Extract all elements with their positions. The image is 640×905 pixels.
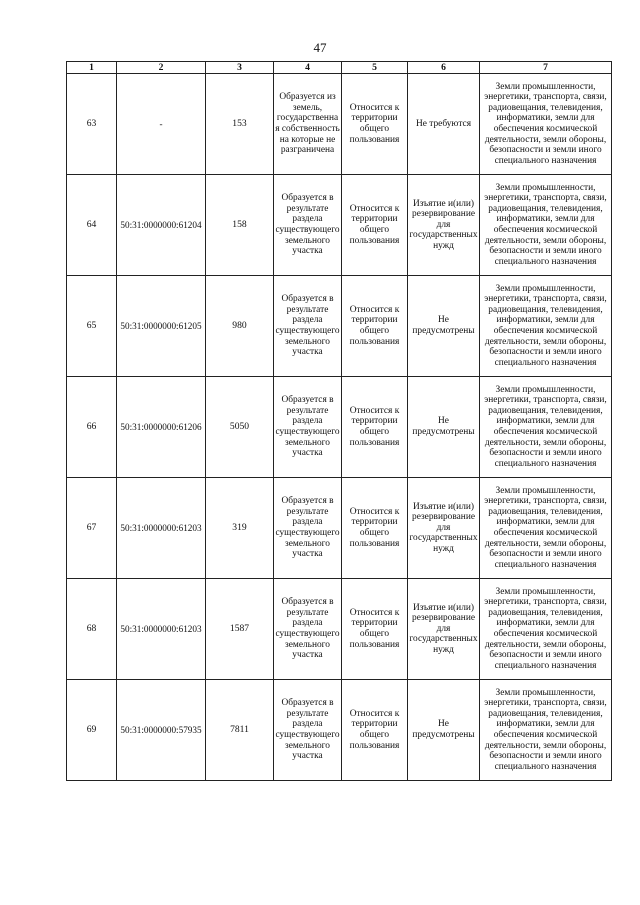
territory-relation: Относится к территории общего пользования [342, 680, 408, 781]
land-category: Земли промышленности, энергетики, транспорта, связи, радиовещания, телевидения, информатики, земли для обеспечения космической деятельности, земли обороны, безопасности и земли иного специального назначения [480, 74, 612, 175]
cadastral-number: - [117, 74, 206, 175]
cadastral-number: 50:31:0000000:61206 [117, 377, 206, 478]
row-number: 64 [67, 175, 117, 276]
formation-method: Образуется в результате раздела существующего земельного участка [274, 276, 342, 377]
table-row [67, 377, 612, 478]
row-number: 68 [67, 579, 117, 680]
row-number: 67 [67, 478, 117, 579]
withdrawal-info: Не предусмотрены [408, 276, 480, 377]
table-row [67, 680, 612, 781]
territory-relation: Относится к территории общего пользования [342, 579, 408, 680]
column-number-row [67, 62, 612, 74]
plot-area: 980 [206, 276, 274, 377]
cadastral-number: 50:31:0000000:61203 [117, 579, 206, 680]
cadastral-number: 50:31:0000000:57935 [117, 680, 206, 781]
table-row [67, 175, 612, 276]
withdrawal-info: Не предусмотрены [408, 680, 480, 781]
land-category: Земли промышленности, энергетики, транспорта, связи, радиовещания, телевидения, информатики, земли для обеспечения космической деятельности, земли обороны, безопасности и земли иного специального назначения [480, 175, 612, 276]
column-header-7: 7 [480, 62, 612, 74]
column-header-6: 6 [408, 62, 480, 74]
territory-relation: Относится к территории общего пользования [342, 74, 408, 175]
withdrawal-info: Не предусмотрены [408, 377, 480, 478]
plot-area: 7811 [206, 680, 274, 781]
column-header-3: 3 [206, 62, 274, 74]
territory-relation: Относится к территории общего пользования [342, 377, 408, 478]
territory-relation: Относится к территории общего пользования [342, 276, 408, 377]
land-category: Земли промышленности, энергетики, транспорта, связи, радиовещания, телевидения, информатики, земли для обеспечения космической деятельности, земли обороны, безопасности и земли иного специального назначения [480, 276, 612, 377]
cadastral-number: 50:31:0000000:61203 [117, 478, 206, 579]
territory-relation: Относится к территории общего пользования [342, 478, 408, 579]
land-plots-table [66, 61, 612, 781]
formation-method: Образуется из земель, государственная собственность на которые не разграничена [274, 74, 342, 175]
formation-method: Образуется в результате раздела существующего земельного участка [274, 478, 342, 579]
withdrawal-info: Изъятие и(или) резервирование для государственных нужд [408, 579, 480, 680]
column-header-5: 5 [342, 62, 408, 74]
table-row [67, 478, 612, 579]
plot-area: 153 [206, 74, 274, 175]
column-header-2: 2 [117, 62, 206, 74]
table-row [67, 276, 612, 377]
row-number: 66 [67, 377, 117, 478]
row-number: 63 [67, 74, 117, 175]
column-header-1: 1 [67, 62, 117, 74]
plot-area: 5050 [206, 377, 274, 478]
withdrawal-info: Изъятие и(или) резервирование для государственных нужд [408, 175, 480, 276]
withdrawal-info: Не требуются [408, 74, 480, 175]
formation-method: Образуется в результате раздела существующего земельного участка [274, 175, 342, 276]
cadastral-number: 50:31:0000000:61205 [117, 276, 206, 377]
plot-area: 1587 [206, 579, 274, 680]
table-row [67, 74, 612, 175]
plot-area: 319 [206, 478, 274, 579]
row-number: 69 [67, 680, 117, 781]
row-number: 65 [67, 276, 117, 377]
territory-relation: Относится к территории общего пользования [342, 175, 408, 276]
column-header-4: 4 [274, 62, 342, 74]
land-category: Земли промышленности, энергетики, транспорта, связи, радиовещания, телевидения, информатики, земли для обеспечения космической деятельности, земли обороны, безопасности и земли иного специального назначения [480, 377, 612, 478]
plot-area: 158 [206, 175, 274, 276]
formation-method: Образуется в результате раздела существующего земельного участка [274, 680, 342, 781]
land-category: Земли промышленности, энергетики, транспорта, связи, радиовещания, телевидения, информатики, земли для обеспечения космической деятельности, земли обороны, безопасности и земли иного специального назначения [480, 680, 612, 781]
page-number: 47 [313, 40, 327, 55]
land-category: Земли промышленности, энергетики, транспорта, связи, радиовещания, телевидения, информатики, земли для обеспечения космической деятельности, земли обороны, безопасности и земли иного специального назначения [480, 478, 612, 579]
formation-method: Образуется в результате раздела существующего земельного участка [274, 377, 342, 478]
cadastral-number: 50:31:0000000:61204 [117, 175, 206, 276]
formation-method: Образуется в результате раздела существующего земельного участка [274, 579, 342, 680]
land-category: Земли промышленности, энергетики, транспорта, связи, радиовещания, телевидения, информатики, земли для обеспечения космической деятельности, земли обороны, безопасности и земли иного специального назначения [480, 579, 612, 680]
table-row [67, 579, 612, 680]
withdrawal-info: Изъятие и(или) резервирование для государственных нужд [408, 478, 480, 579]
